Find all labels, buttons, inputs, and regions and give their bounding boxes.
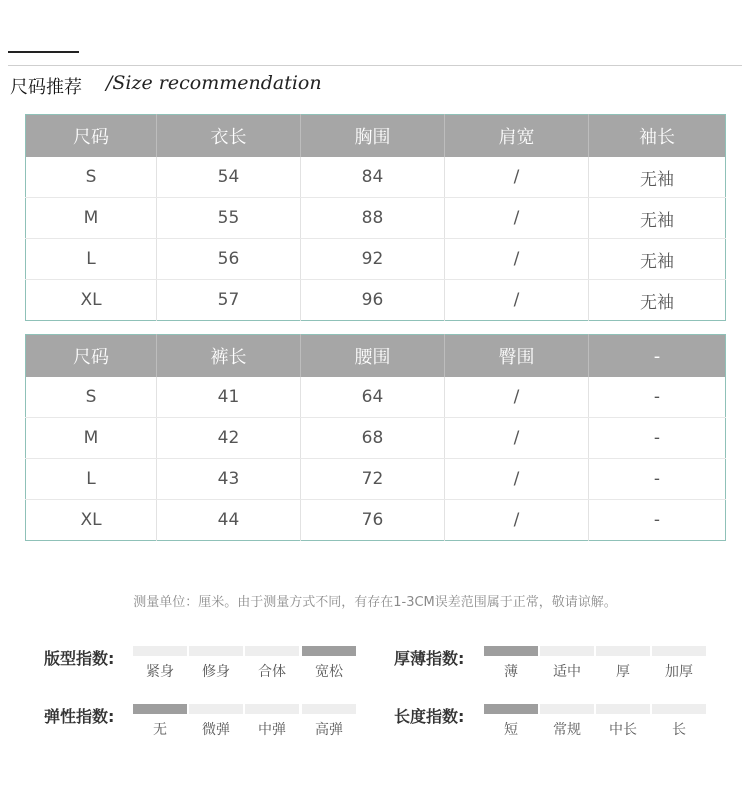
index-label: 厚薄指数:: [394, 649, 465, 668]
table-cell: 54: [157, 157, 301, 198]
column-header: 肩宽: [445, 115, 589, 158]
index-level-bar: [189, 646, 243, 656]
table-cell: 无袖: [589, 239, 726, 280]
index-option: [652, 646, 706, 681]
table-cell: /: [445, 198, 589, 239]
table-row: [26, 198, 726, 239]
table-row: [26, 500, 726, 541]
index-option: [484, 646, 538, 681]
table-cell: 56: [157, 239, 301, 280]
index-level-bar: [652, 646, 706, 656]
table-cell: 无袖: [589, 157, 726, 198]
index-option-label: 厚: [616, 664, 630, 680]
index-level-bar: [652, 704, 706, 714]
table-cell: 72: [301, 459, 445, 500]
table-cell: 44: [157, 500, 301, 541]
index-option: [133, 646, 187, 681]
table-cell: -: [653, 510, 661, 530]
index-level-bar: [302, 646, 356, 656]
index-option: [302, 704, 356, 739]
table-cell: S: [26, 377, 157, 418]
index-level-bar: [133, 704, 187, 714]
table-header-row: [26, 335, 726, 378]
column-header: 胸围: [301, 115, 445, 158]
index-level-bar: [596, 646, 650, 656]
table-cell: -: [589, 377, 726, 418]
index-option-label: 中长: [609, 722, 637, 738]
table-cell: M: [26, 418, 157, 459]
table-cell: 84: [301, 157, 445, 198]
table-cell: 42: [157, 418, 301, 459]
index-level-bar: [484, 646, 538, 656]
column-header: 腰围: [301, 335, 445, 378]
table-cell: 57: [157, 280, 301, 321]
index-option-label: 中弹: [258, 722, 286, 738]
table-cell: S: [26, 157, 157, 198]
index-option: [245, 646, 299, 681]
index-option: [133, 704, 187, 739]
column-header: 衣长: [157, 115, 301, 158]
index-option-label: 紧身: [146, 664, 174, 680]
index-level-bar: [302, 704, 356, 714]
table-cell: M: [26, 198, 157, 239]
table-cell: XL: [26, 280, 157, 321]
index-option-label: 宽松: [315, 664, 343, 680]
index-level-bar: [484, 704, 538, 714]
table-cell: 76: [301, 500, 445, 541]
index-option-label: 加厚: [665, 664, 693, 680]
index-option: [652, 704, 706, 739]
index-option-label: 薄: [504, 664, 518, 680]
index-option: [596, 704, 650, 739]
table-cell: 55: [157, 198, 301, 239]
table-row: [26, 157, 726, 198]
table-cell: -: [589, 459, 726, 500]
index-level-bar: [189, 704, 243, 714]
column-header: 臀围: [445, 335, 589, 378]
index-level-bar: [540, 704, 594, 714]
header-accent-bar: [8, 51, 79, 53]
table-cell: 41: [157, 377, 301, 418]
table-row: [26, 280, 726, 321]
header-divider: [8, 65, 742, 66]
index-level-bar: [245, 704, 299, 714]
table-cell: 96: [301, 280, 445, 321]
index-option-label: 短: [504, 722, 518, 738]
table-cell: 68: [301, 418, 445, 459]
index-option-label: 微弹: [202, 722, 230, 738]
index-option-label: 长: [672, 722, 686, 738]
index-option-label: 常规: [553, 722, 581, 738]
table-cell: /: [445, 157, 589, 198]
index-option-label: 合体: [258, 664, 286, 680]
table-cell: XL: [26, 500, 157, 541]
index-level-bar: [245, 646, 299, 656]
index-option: [302, 646, 356, 681]
bottom-size-table: [25, 334, 726, 541]
index-option: [540, 646, 594, 681]
table-cell: L: [26, 459, 157, 500]
table-row: [26, 377, 726, 418]
section-title-cn: 尺码推荐: [10, 77, 82, 98]
index-option: [189, 704, 243, 739]
table-cell: /: [445, 500, 589, 541]
table-cell: 64: [301, 377, 445, 418]
table-cell: /: [445, 280, 589, 321]
table-cell: /: [445, 418, 589, 459]
table-cell: 43: [157, 459, 301, 500]
index-option-label: 修身: [202, 664, 230, 680]
index-label: 长度指数:: [394, 707, 465, 726]
table-row: [26, 459, 726, 500]
index-option: [540, 704, 594, 739]
table-cell: /: [445, 459, 589, 500]
index-option: [596, 646, 650, 681]
measurement-note: 测量单位：厘米。由于测量方式不同，有存在1-3CM误差范围属于正常，敬请谅解。: [133, 595, 617, 610]
index-label: 弹性指数:: [44, 707, 115, 726]
section-title-en: /Size recommendation: [106, 72, 322, 94]
index-option-label: 适中: [553, 664, 581, 680]
table-cell: L: [26, 239, 157, 280]
table-cell: 无袖: [589, 198, 726, 239]
column-header: 袖长: [589, 115, 726, 158]
table-cell: -: [589, 418, 726, 459]
table-cell: 92: [301, 239, 445, 280]
index-level-bar: [540, 646, 594, 656]
table-cell: /: [445, 377, 589, 418]
index-option-label: 无: [153, 722, 167, 738]
table-cell: 88: [301, 198, 445, 239]
table-row: [26, 239, 726, 280]
column-header: 尺码: [26, 115, 157, 158]
top-size-table: [25, 114, 726, 321]
index-label: 版型指数:: [44, 649, 115, 668]
index-option: [189, 646, 243, 681]
table-row: [26, 418, 726, 459]
table-cell: /: [445, 239, 589, 280]
index-option: [245, 704, 299, 739]
column-header: 尺码: [26, 335, 157, 378]
table-header-row: [26, 115, 726, 158]
index-option-label: 高弹: [315, 722, 343, 738]
index-level-bar: [596, 704, 650, 714]
column-header: -: [589, 335, 726, 378]
index-option: [484, 704, 538, 739]
index-level-bar: [133, 646, 187, 656]
table-cell: 无袖: [640, 292, 674, 313]
column-header: 裤长: [157, 335, 301, 378]
